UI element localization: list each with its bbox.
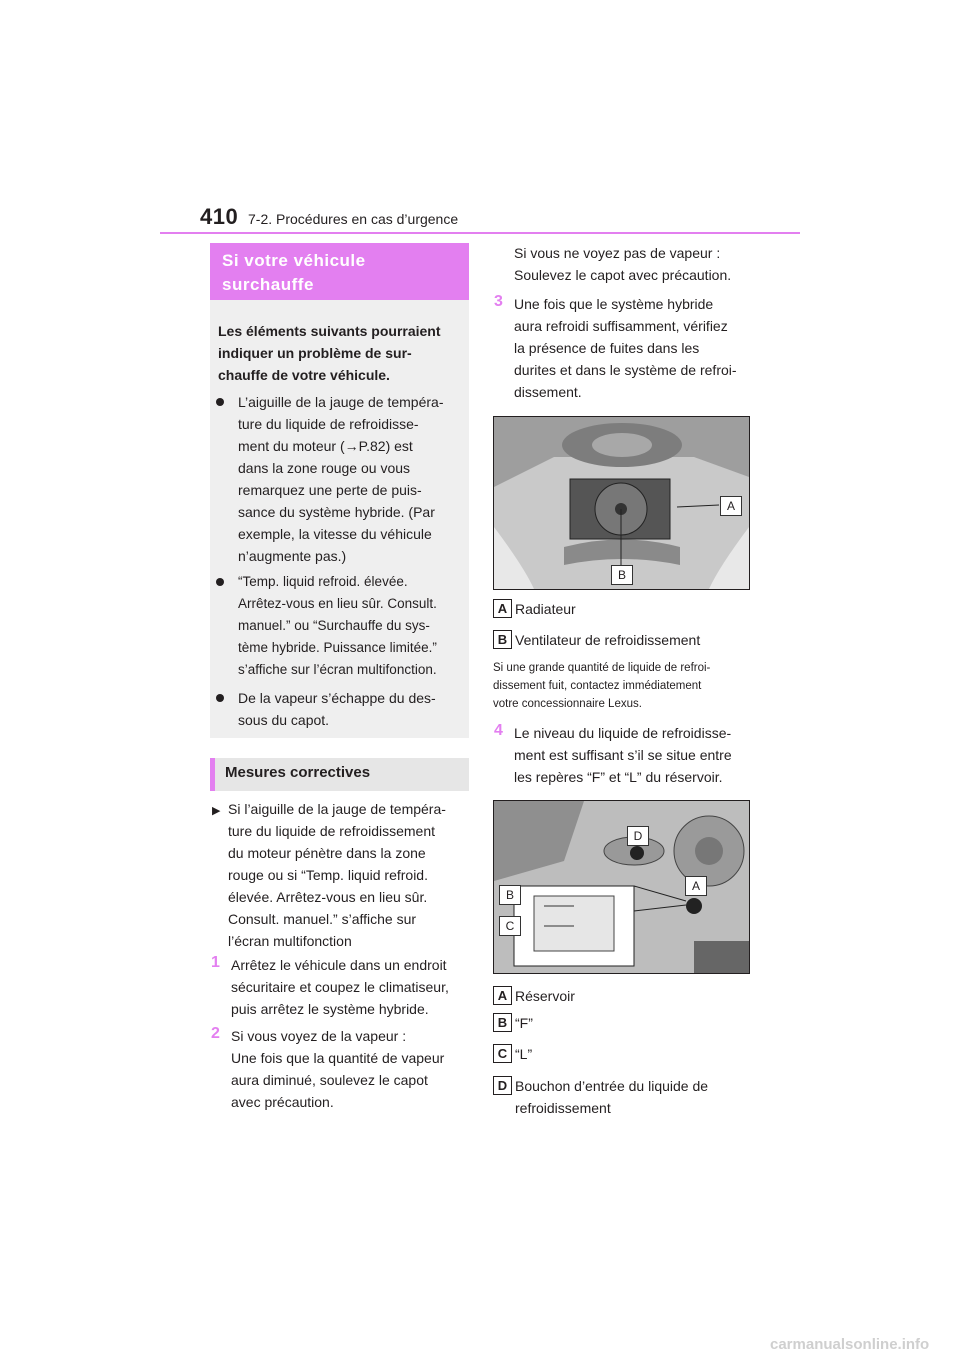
condition-text <box>228 798 468 952</box>
step2-continued <box>514 242 754 286</box>
step-line: aura diminué, soulevez le capot <box>231 1072 428 1088</box>
note-line: Si une grande quantité de liquide de refroi- <box>493 662 711 674</box>
legend-text: Radiateur <box>515 601 576 617</box>
bullet-line: sous du capot. <box>238 712 330 728</box>
step-line: Soulevez le capot avec précaution. <box>514 267 732 283</box>
intro-line: indiquer un problème de sur- <box>218 345 412 361</box>
legend-key: A <box>493 599 512 618</box>
watermark: carmanualsonline.info <box>770 1336 930 1353</box>
step4-text <box>514 722 754 788</box>
legend-text: Réservoir <box>515 988 575 1004</box>
intro-line: Les éléments suivants pourraient <box>218 323 441 339</box>
legend-text: “L” <box>515 1046 533 1062</box>
step-line: puis arrêtez le système hybride. <box>231 1001 429 1017</box>
legend-key: C <box>493 1044 512 1063</box>
engine-bay-illustration <box>494 417 749 589</box>
bullet-line: sance du système hybride. (Par <box>238 504 435 520</box>
symptoms-intro <box>218 320 458 386</box>
bullet-line: exemple, la vitesse du véhicule <box>238 526 432 542</box>
step-line: ment est suffisant s’il se situe entre <box>514 747 732 763</box>
legend-text: Ventilateur de refroidissement <box>515 632 701 648</box>
bullet-line: ment du moteur (→P.82) est <box>238 438 413 454</box>
legend-text: refroidissement <box>515 1100 611 1116</box>
header-rule <box>160 232 800 234</box>
figure-label: C <box>499 916 521 936</box>
condition-line: Consult. manuel.” s’affiche sur <box>228 911 417 927</box>
legend-key: B <box>493 1013 512 1032</box>
condition-line: élevée. Arrêtez-vous en lieu sûr. <box>228 889 428 905</box>
condition-line: Si l’aiguille de la jauge de tempéra- <box>228 801 446 817</box>
bullet-line: tème hybride. Puissance limitée.” <box>238 640 437 655</box>
mesures-title-box <box>210 758 469 791</box>
bullet-line: ture du liquide de refroidisse- <box>238 416 419 432</box>
note-line: dissement fuit, contactez immédiatement <box>493 680 702 692</box>
note-line: votre concessionnaire Lexus. <box>493 698 642 710</box>
reservoir-illustration <box>494 801 749 973</box>
step-line: sécuritaire et coupez le climatiseur, <box>231 979 449 995</box>
bullet-line: Arrêtez-vous en lieu sûr. Consult. <box>238 596 437 611</box>
legend-key: D <box>493 1076 512 1095</box>
symptom-bullet <box>216 687 461 731</box>
step-line: Si vous voyez de la vapeur : <box>231 1028 407 1044</box>
symptom-bullet <box>216 391 461 567</box>
figure-label: A <box>685 876 707 896</box>
step-number: 2 <box>211 1025 220 1042</box>
bullet-line: dans la zone rouge ou vous <box>238 460 411 476</box>
bullet-dot <box>216 694 224 702</box>
section-title: 7-2. Procédures en cas d’urgence <box>248 211 459 227</box>
step-line: Le niveau du liquide de refroidisse- <box>514 725 732 741</box>
step-line: les repères “F” et “L” du réservoir. <box>514 769 723 785</box>
bullet-line: s’affiche sur l’écran multifonction. <box>238 662 437 677</box>
legend-key: A <box>493 986 512 1005</box>
step-line: aura refroidi suffisamment, vérifiez <box>514 318 728 334</box>
page-number: 410 <box>200 204 239 229</box>
bullet-line: De la vapeur s’échappe du des- <box>238 690 436 706</box>
legend-key: B <box>493 630 512 649</box>
condition-line: ture du liquide de refroidissement <box>228 823 436 839</box>
bullet-dot <box>216 578 224 586</box>
step1-text <box>231 954 467 1020</box>
symptoms-box <box>210 300 469 738</box>
leak-note <box>493 659 753 713</box>
step-line: la présence de fuites dans les <box>514 340 700 356</box>
step-line: avec précaution. <box>231 1094 334 1110</box>
bullet-line: n’augmente pas.) <box>238 548 347 564</box>
step-line: Une fois que la quantité de vapeur <box>231 1050 445 1066</box>
legend-text: “F” <box>515 1015 533 1031</box>
step-line: Une fois que le système hybride <box>514 296 714 312</box>
legend-text: Bouchon d’entrée du liquide de <box>515 1078 709 1094</box>
step-line: dissement. <box>514 384 582 400</box>
step-line: durites et dans le système de refroi- <box>514 362 737 378</box>
bullet-line: “Temp. liquid refroid. élevée. <box>238 574 408 589</box>
step-line: Arrêtez le véhicule dans un endroit <box>231 957 447 973</box>
condition-line: du moteur pénètre dans la zone <box>228 845 426 861</box>
symptom-bullet <box>216 571 461 681</box>
step-line: Si vous ne voyez pas de vapeur : <box>514 245 721 261</box>
step2-text <box>231 1025 467 1113</box>
condition-line: l’écran multifonction <box>228 933 352 949</box>
bullet-line: manuel.” ou “Surchauffe du sys- <box>238 618 430 633</box>
condition-line: rouge ou si “Temp. liquid refroid. <box>228 867 428 883</box>
step-number: 4 <box>494 722 503 739</box>
figure-label: B <box>611 565 633 585</box>
bullet-line: remarquez une perte de puis- <box>238 482 422 498</box>
bullet-line: L’aiguille de la jauge de tempéra- <box>238 394 444 410</box>
step-number: 1 <box>211 954 220 971</box>
overheat-title-box <box>210 243 469 300</box>
triangle-icon: ▶ <box>212 805 221 817</box>
step-number: 3 <box>494 293 503 310</box>
radiator-figure <box>493 416 750 590</box>
bullet-dot <box>216 398 224 406</box>
figure-label: A <box>720 496 742 516</box>
step3-text <box>514 293 754 403</box>
mesures-title: Mesures correctives <box>225 764 371 781</box>
figure-label: D <box>627 826 649 846</box>
intro-line: chauffe de votre véhicule. <box>218 367 390 383</box>
reservoir-figure <box>493 800 750 974</box>
overheat-title-line1: Si votre véhicule surchauffe <box>222 251 366 294</box>
figure-label: B <box>499 885 521 905</box>
